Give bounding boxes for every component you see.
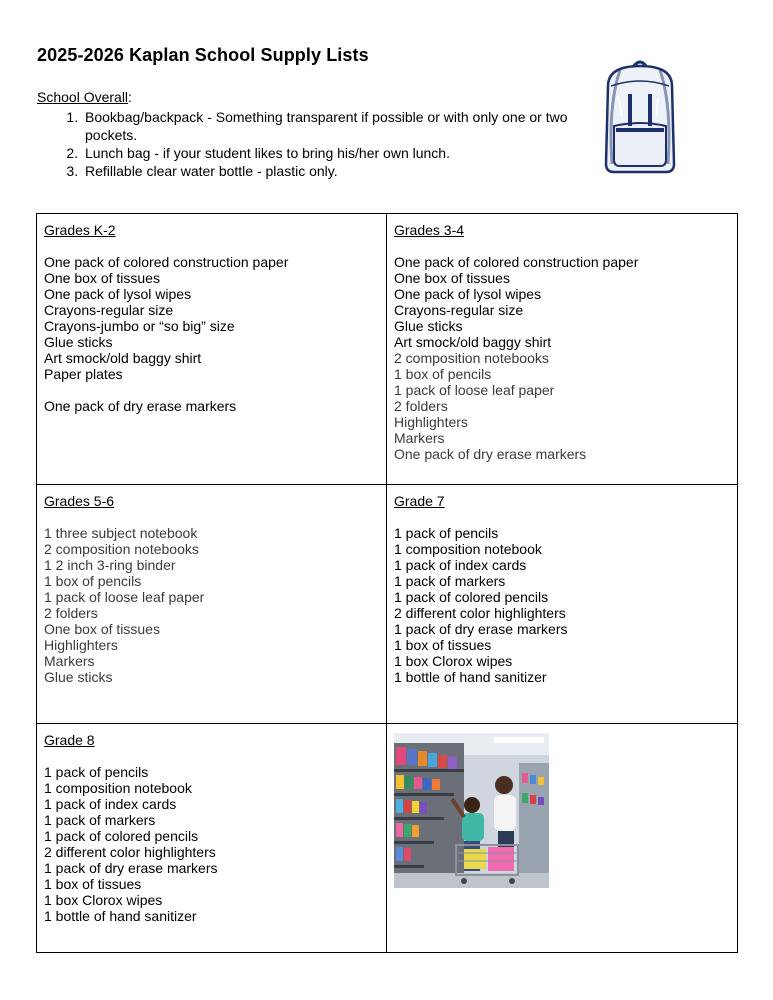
- list-item: 1 box Clorox wipes: [44, 892, 163, 908]
- list-item: 1 pack of pencils: [44, 764, 149, 780]
- overall-item: 1. Bookbag/backpack - Something transparent if possible or with only one or two pockets.: [82, 108, 597, 144]
- list-item: 1 composition notebook: [394, 541, 542, 557]
- list-item: Crayons-regular size: [44, 302, 174, 318]
- list-item: One box of tissues: [394, 270, 510, 286]
- list-item: Highlighters: [394, 414, 468, 430]
- clear-backpack-image: [598, 56, 682, 178]
- list-item: 2 composition notebooks: [44, 541, 199, 557]
- list-item: 2 different color highlighters: [394, 605, 566, 621]
- list-item: 1 2 inch 3-ring binder: [44, 557, 176, 573]
- list-item: Glue sticks: [394, 318, 463, 334]
- list-item: One pack of colored construction paper: [394, 254, 639, 270]
- list-item: Markers: [44, 653, 95, 669]
- list-item: 1 box of pencils: [394, 366, 492, 382]
- list-item: 1 pack of index cards: [44, 796, 177, 812]
- list-item: Crayons-regular size: [394, 302, 524, 318]
- list-item: Art smock/old baggy shirt: [394, 334, 552, 350]
- grade-7-cell: [387, 485, 738, 724]
- list-item: 1 pack of dry erase markers: [394, 621, 568, 637]
- overall-item: 3. Refillable clear water bottle - plastic only.: [82, 162, 597, 180]
- list-item: Glue sticks: [44, 669, 113, 685]
- list-item: 1 composition notebook: [44, 780, 192, 796]
- list-item: 1 box Clorox wipes: [394, 653, 513, 669]
- list-item: 1 pack of markers: [44, 812, 156, 828]
- photo-cell: [387, 724, 738, 953]
- page-title: 2025-2026 Kaplan School Supply Lists: [37, 45, 369, 65]
- list-item: Art smock/old baggy shirt: [44, 350, 202, 366]
- grades-3-4-cell: [387, 214, 738, 485]
- shopping-photo: [394, 733, 549, 888]
- supply-list-table: [36, 213, 738, 953]
- list-item: One pack of colored construction paper: [44, 254, 289, 270]
- grades-5-6-heading: Grades 5-6: [44, 493, 115, 509]
- list-item: 1 box of tissues: [394, 637, 492, 653]
- grades-k2-cell: [37, 214, 387, 485]
- list-item: 1 box of tissues: [44, 876, 142, 892]
- overall-item: 2. Lunch bag - if your student likes to bring his/her own lunch.: [82, 144, 597, 162]
- list-item: One pack of dry erase markers: [394, 446, 587, 462]
- grades-k2-heading: Grades K-2: [44, 222, 116, 238]
- list-item: One pack of lysol wipes: [44, 286, 192, 302]
- list-item: Paper plates: [44, 366, 123, 382]
- list-item: One box of tissues: [44, 270, 160, 286]
- school-overall-list: [37, 108, 597, 180]
- list-item: 1 pack of loose leaf paper: [44, 589, 205, 605]
- school-overall-heading: School Overall: [37, 89, 129, 105]
- list-item: 1 pack of markers: [394, 573, 506, 589]
- list-item: One pack of lysol wipes: [394, 286, 542, 302]
- list-item: 1 bottle of hand sanitizer: [394, 669, 547, 685]
- grade-7-heading: Grade 7: [394, 493, 445, 509]
- list-item: 1 three subject notebook: [44, 525, 198, 541]
- list-item: 1 pack of index cards: [394, 557, 527, 573]
- grade-8-heading: Grade 8: [44, 732, 95, 748]
- list-item: 2 different color highlighters: [44, 844, 216, 860]
- list-item: One box of tissues: [44, 621, 160, 637]
- list-item: 1 pack of pencils: [394, 525, 499, 541]
- grades-5-6-cell: [37, 485, 387, 724]
- list-item: 1 pack of dry erase markers: [44, 860, 218, 876]
- list-item: 1 pack of loose leaf paper: [394, 382, 555, 398]
- grade-8-cell: [37, 724, 387, 953]
- list-item: 1 box of pencils: [44, 573, 142, 589]
- list-item: 2 composition notebooks: [394, 350, 549, 366]
- grades-3-4-heading: Grades 3-4: [394, 222, 465, 238]
- list-item: One pack of dry erase markers: [44, 398, 237, 414]
- list-item: 1 pack of colored pencils: [394, 589, 549, 605]
- list-item: 1 pack of colored pencils: [44, 828, 199, 844]
- list-item: Markers: [394, 430, 445, 446]
- list-item: Glue sticks: [44, 334, 113, 350]
- list-item: Highlighters: [44, 637, 118, 653]
- list-item: Crayons-jumbo or “so big” size: [44, 318, 235, 334]
- list-item: 2 folders: [44, 605, 98, 621]
- list-item: 2 folders: [394, 398, 448, 414]
- school-overall-section: School Overall: 1. Bookbag/backpack - Something transparent if possible or with only one or two pockets. 2. Lunch bag - if your student likes to bring his/her own lunch. 3. Refillable clear water bottle - plastic only.: [37, 88, 597, 180]
- list-item: 1 bottle of hand sanitizer: [44, 908, 197, 924]
